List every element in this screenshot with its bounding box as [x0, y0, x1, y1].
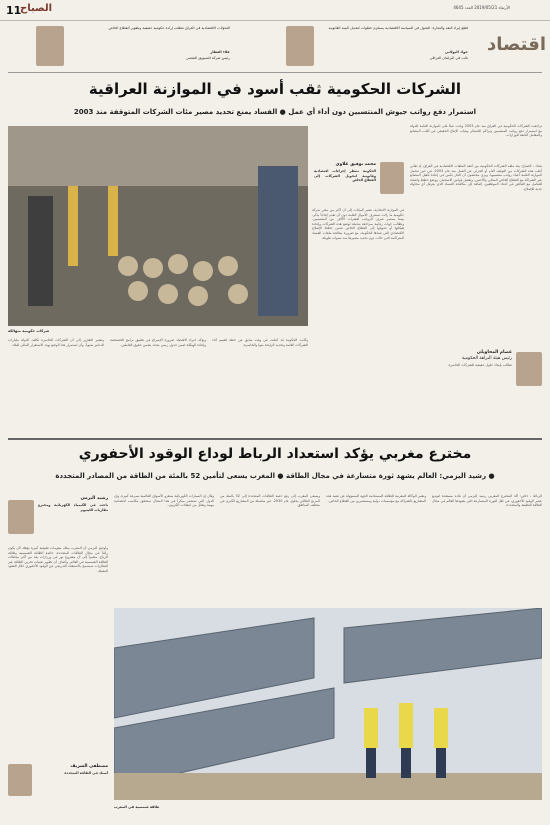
article2-col5: الرباط - خاص: أكد المخترع المغربي رشيد اليزمي أن بلاده مستعدة لتوديع عصر الوقود الأحفوري، في ظل الثورة المتسارعة التي يشهدها العالم في مجال الطاقة النظيفة والمتجددة. — [432, 494, 542, 508]
page-number: 11 — [6, 4, 22, 17]
quote2-photo — [516, 352, 542, 386]
article2-photo-caption: طاقة شمسية في المغرب — [114, 805, 160, 809]
article2-col2: وقال إن السيارات الكهربائية ستغزو الأسواق العالمية بسرعة كبيرة، وإن الدول التي تستثمر مبكراً في هذا المجال ستحقق مكاسب اقتصادية مهمة وتقلل من انبعاثات الكربون. — [114, 494, 214, 508]
article1-subhead: استمرار دفع رواتب جيوش المنتسبين دون أداء أي عمل ● الفساد يمنع تحديد مصير مئات الشركات المتوقفة منذ 2003 — [73, 108, 477, 116]
article1-quote1 — [312, 162, 404, 204]
quote1-name: محمد توفيق علاوي — [335, 162, 376, 167]
article1-col3: في الموازنة الاتحادية، تشير البيانات إلى أن أكثر من مئتي شركة حكومية ما زالت تستنزف الأموال العامة دون أن تقدم إنتاجاً يذكر، بينما يستمر صرف الرواتب لعشرات الآلاف من المنتسبين. وتطالب جهات رقابية بمراجعة شاملة لوضع هذه الشركات وإعادة هيكلتها أو تحويلها إلى القطاع الخاص ضمن خطط الإصلاح الاقتصادي التي تتبناها الحكومة، مع ضرورة معالجة ملفات الفساد المتراكمة التي حالت دون تحديد مصيرها منذ سنوات طويلة. — [312, 208, 404, 240]
teaser-left-role: رئيس شركة للتسويق الشعبي — [185, 56, 230, 60]
box2-title: مصطفى الشريف — [70, 764, 108, 769]
quote2-text: نطالب بإيجاد حلول حقيقية للشركات الخاسرة — [448, 363, 512, 367]
teaser-left-text: التحولات الاقتصادية في العراق تتطلب إرادة حكومية حقيقية وتطوير القطاع الخاص — [108, 26, 230, 30]
teaser-left-name: علاء العطار — [210, 50, 230, 54]
article1-photo-caption: شركات حكومية متهالكة — [8, 329, 50, 333]
date-line: الأربعاء 2019/05/21 العدد 4645 — [453, 5, 510, 10]
teaser-row — [0, 22, 550, 70]
quote2-name: عصام المحاويلي — [476, 350, 512, 355]
quote1-text: الحكومة تنتظر إجراءات اقتصادية وقانونية لتحويل الشركات إلى القطاع الخاص — [314, 169, 376, 183]
gas-cylinder-factory-image — [8, 126, 308, 326]
page-header — [0, 0, 550, 21]
article1-col2a: ويؤكد خبراء الاقتصاد ضرورة الإسراع في تطبيق برامج الخصخصة وإعادة الهيكلة ضمن جدول زمني محدد يضمن حقوق العاملين. — [110, 338, 206, 347]
divider — [8, 72, 542, 73]
article2-box2 — [8, 762, 108, 802]
quote2-role: رئيس هيئة النزاهة الحكومية — [461, 356, 512, 361]
box1-title: رشيد اليزمي — [80, 496, 108, 501]
box2-text: أستاذ في الطاقة المتجددة — [64, 771, 108, 775]
box1-text: باحث في الكيمياء الكهربائية ومخترع بطاريات الليثيوم — [38, 503, 108, 512]
article2-box1 — [8, 494, 108, 542]
teaser-right-name: جواد البولاني — [444, 50, 468, 54]
article1-col4: بغداد - الصباح: يعد ملف الشركات الحكومية من أعقد الملفات الاقتصادية في العراق، إذ تعاني أغلب هذه الشركات من التوقف التام أو الجزئي عن العمل منذ عام 2003، في حين تتحمل الموازنة العامة أعباء رواتب منتسبيها. ويرى مختصون أن الحل يكمن في إعادة تأهيل المصانع عبر الشراكة مع القطاع الخاص المحلي والأجنبي، وتفعيل قوانين الاستثمار، ووضع خطط واضحة للتعامل مع الفائض في أعداد الموظفين، إضافة إلى مكافحة الفساد الذي يعرقل أي محاولة جدية للإصلاح. — [410, 164, 542, 191]
section-title: اقتصاد — [486, 34, 546, 55]
article1-col2b: وكانت الحكومة قد أعلنت في وقت سابق عن خطة لتقييم أداء الشركات العامة وتحديد الرابحة منها والخاسرة. — [212, 338, 308, 347]
article2-headline: مخترع مغربي يؤكد استعداد الرباط لوداع الوقود الأحفوري — [78, 446, 472, 462]
article2-col3: ويسعى المغرب إلى رفع حصة الطاقات المتجددة إلى 52 بالمئة من المزيج الطاقي بحلول عام 2030، عبر سلسلة من المشاريع الكبرى في مختلف المناطق. — [220, 494, 320, 508]
article1-quote2 — [410, 350, 542, 390]
solar-plant-image — [114, 608, 542, 800]
article1-photo — [8, 126, 308, 326]
article1-col1: وتشير التقارير إلى أن الشركات الخاسرة تكلف الدولة مليارات الدنانير سنوياً، وأن استمرار هذا الوضع يهدد الاستقرار المالي للبلاد. — [8, 338, 104, 347]
article2-col4: وتعتبر الوكالة المغربية للطاقة المستدامة الجهة المسؤولة عن تنفيذ هذه المشاريع بالشراكة مع مؤسسات دولية ومستثمرين من القطاع الخاص. — [326, 494, 426, 503]
article2-photo — [114, 608, 542, 800]
box2-photo — [8, 764, 32, 796]
teaser-photo-left — [36, 26, 64, 66]
box1-photo — [8, 500, 34, 534]
quote1-photo — [380, 162, 404, 194]
article2-subhead: ● رشيد اليزمي: العالم يشهد ثورة متسارعة في مجال الطاقة ● المغرب يسعى لتأمين 52 بالمئة من الطاقة من المصادر المتجددة — [55, 472, 495, 480]
teaser-right-text: قطع إيراد النقد والتجارة: التحول في السياسة الاقتصادية يستلزم خطوات لتعديل البنية القانونية — [328, 26, 468, 30]
article1-intro: تراجعت الشركات الحكومية في العراق منذ عام 2003 وباتت عبئاً على الموازنة العامة للدولة مع استمرار دفع رواتب المنتسبين وتراكم الخسائر وغياب الإنتاج الحقيقي في أغلب المصانع والمعامل التابعة للوزارات. — [410, 124, 542, 138]
masthead-logo: الصباح — [20, 3, 53, 14]
article1-headline: الشركات الحكومية ثقب أسود في الموازنة العراقية — [88, 80, 462, 98]
teaser-photo-right — [286, 26, 314, 66]
article2-col1: وأوضح اليزمي أن المغرب يملك مقومات طبيعية كبيرة تؤهله لأن يكون رائداً في مجال الطاقات المتجددة، خاصة الطاقة الشمسية وطاقة الرياح، مشيراً إلى أن مشروع نور في ورزازات يعد من أكبر محطات الطاقة الشمسية في العالم. وأضاف أن تطوير تقنيات تخزين الطاقة عبر البطاريات سيسمح بالاستغناء التدريجي عن الوقود الأحفوري خلال العقود المقبلة. — [8, 546, 108, 573]
teaser-right-role: نائب في البرلمان العراقي — [429, 56, 468, 60]
section-divider — [8, 438, 542, 440]
